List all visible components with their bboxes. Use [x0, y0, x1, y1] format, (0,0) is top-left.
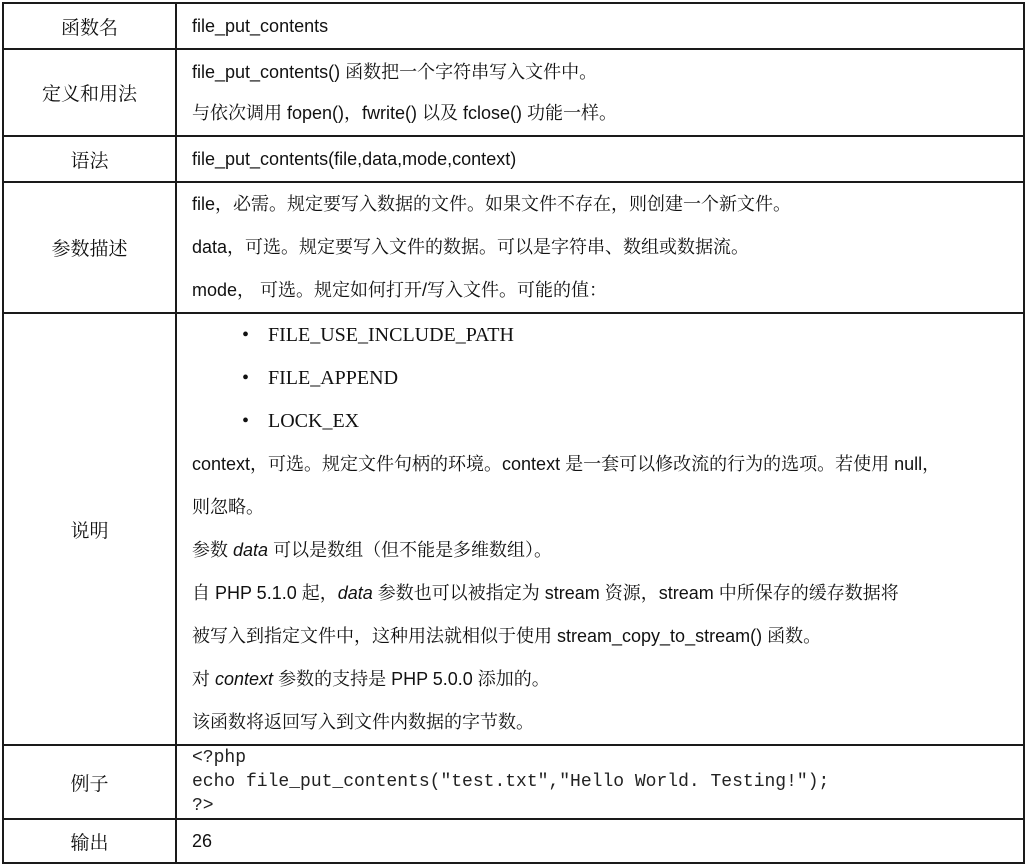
notes-cell [176, 313, 1024, 745]
param-line: data，可选。规定要写入文件的数据。可以是字符串、数组或数据流。 [192, 237, 750, 257]
output-value: 26 [176, 819, 1024, 863]
row-label-params: 参数描述 [3, 182, 176, 313]
bullet-text: FILE_USE_INCLUDE_PATH [268, 324, 514, 346]
text-span: 参数 [192, 540, 234, 560]
param-line: mode， 可选。规定如何打开/写入文件。可能的值： [192, 280, 608, 300]
mode-value-list [192, 314, 1019, 443]
table-row [3, 182, 1024, 313]
param-emphasis: data [337, 583, 373, 603]
text-span: 对 [192, 669, 216, 689]
data-array-note [192, 529, 1019, 572]
list-item [192, 314, 1019, 357]
bullet-icon: • [242, 367, 250, 389]
list-item [192, 400, 1019, 443]
syntax-value: file_put_contents(file,data,mode,context) [176, 136, 1024, 182]
param-emphasis: data [233, 540, 269, 560]
table-row [3, 136, 1024, 182]
return-value-note: 该函数将返回写入到文件内数据的字节数。 [192, 712, 534, 732]
stream-note: 被写入到指定文件中，这种用法就相似于使用 stream_copy_to_stream() 函数。 [192, 626, 822, 646]
row-label-name: 函数名 [3, 3, 176, 49]
text-span: 参数也可以被指定为 stream 资源，stream 中所保存的缓存数据将 [372, 583, 899, 603]
code-line: echo file_put_contents("test.txt","Hello World. Testing!"); [192, 772, 830, 792]
stream-note [192, 572, 1019, 615]
definition-line: file_put_contents() 函数把一个字符串写入文件中。 [192, 61, 598, 82]
table-row [3, 3, 1024, 49]
row-label-output: 输出 [3, 819, 176, 863]
definition-cell [176, 49, 1024, 136]
text-span: 参数的支持是 PHP 5.0.0 添加的。 [273, 669, 550, 689]
table-row [3, 49, 1024, 136]
example-code-cell [176, 745, 1024, 819]
text-span: 可以是数组（但不能是多维数组）。 [268, 540, 553, 560]
row-label-notes: 说明 [3, 313, 176, 745]
list-item [192, 357, 1019, 400]
bullet-text: LOCK_EX [268, 410, 360, 432]
context-line: context，可选。规定文件句柄的环境。context 是一套可以修改流的行为的选项。若使用 null， [192, 454, 941, 474]
code-line: <?php [192, 748, 247, 768]
table-row [3, 745, 1024, 819]
text-span: 自 PHP 5.1.0 起， [192, 583, 338, 603]
table-row [3, 313, 1024, 745]
bullet-icon: • [242, 410, 250, 432]
bullet-text: FILE_APPEND [268, 367, 399, 389]
function-doc-table [2, 2, 1025, 864]
function-name-value: file_put_contents [176, 3, 1024, 49]
params-cell [176, 182, 1024, 313]
context-support-note [192, 658, 1019, 701]
param-emphasis: context [215, 669, 274, 689]
row-label-definition: 定义和用法 [3, 49, 176, 136]
table-row [3, 819, 1024, 863]
bullet-icon: • [242, 324, 250, 346]
row-label-example: 例子 [3, 745, 176, 819]
code-line: ?> [192, 796, 214, 816]
row-label-syntax: 语法 [3, 136, 176, 182]
context-line: 则忽略。 [192, 497, 264, 517]
param-line: file，必需。规定要写入数据的文件。如果文件不存在，则创建一个新文件。 [192, 194, 792, 214]
definition-line: 与依次调用 fopen()，fwrite() 以及 fclose() 功能一样。 [192, 102, 618, 123]
